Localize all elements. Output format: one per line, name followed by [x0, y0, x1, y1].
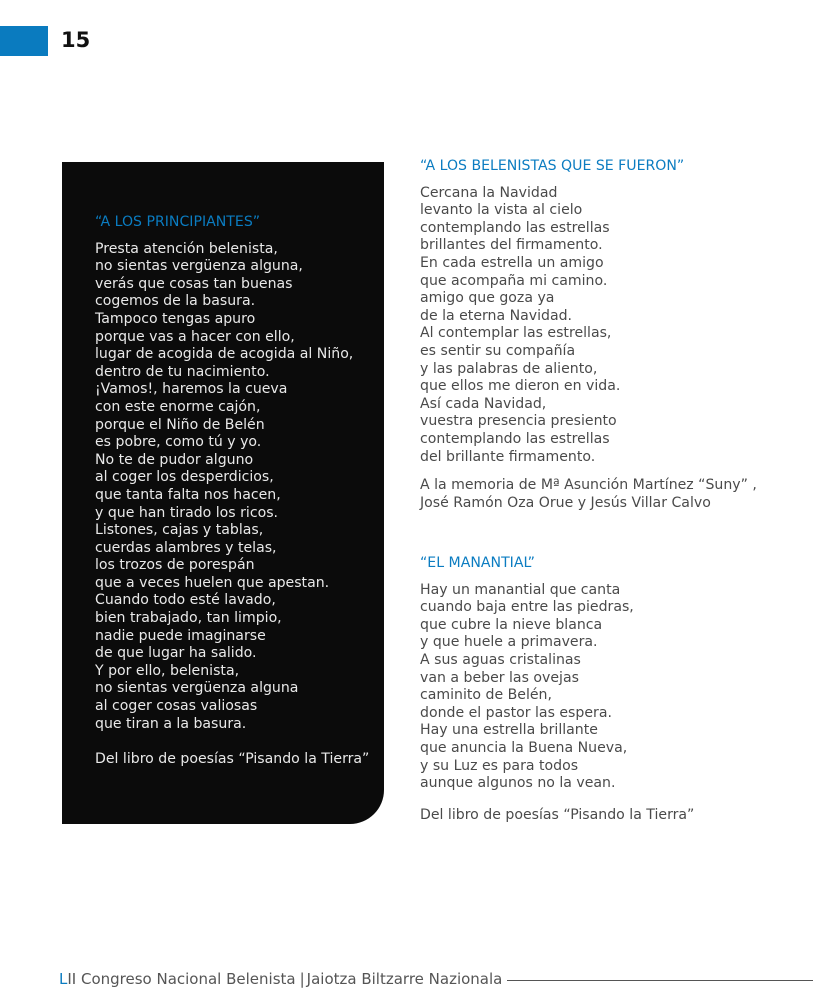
- verse-line: donde el pastor las espera.: [420, 704, 612, 721]
- verse-line: y su Luz es para todos: [420, 757, 579, 774]
- verse-line: ¡Vamos!, haremos la cueva: [95, 381, 288, 398]
- footer-separator: |: [299, 970, 305, 988]
- poem-title: “EL MANANTIAL”: [420, 555, 535, 571]
- verse-line: es sentir su compañía: [420, 342, 576, 359]
- verse-line: Hay un manantial que canta: [420, 581, 621, 598]
- verse-line: contemplando las estrellas: [420, 219, 610, 236]
- poem-belenistas: [420, 158, 757, 512]
- verse-line: nadie puede imaginarse: [95, 627, 266, 644]
- footer-congress-name: II Congreso Nacional Belenista: [67, 970, 296, 988]
- poem-manantial: [420, 555, 694, 824]
- verse-line: Y por ello, belenista,: [95, 662, 240, 679]
- verse-line: del brillante firmamento.: [420, 448, 596, 465]
- verse-line: En cada estrella un amigo: [420, 254, 604, 271]
- verse-line: aunque algunos no la vean.: [420, 775, 616, 792]
- verse-line: no sientas vergüenza alguna: [95, 680, 299, 697]
- verse-line: que tanta falta nos hacen,: [95, 486, 281, 503]
- verse-line: No te de pudor alguno: [95, 451, 254, 468]
- poem-dedication: [420, 477, 757, 512]
- verse-line: que cubre la nieve blanca: [420, 616, 603, 633]
- verse-line: cuando baja entre las piedras,: [420, 599, 634, 616]
- verse-line: Hay una estrella brillante: [420, 722, 598, 739]
- poem-credit: Del libro de poesías “Pisando la Tierra”: [95, 751, 370, 768]
- verse-line: no sientas vergüenza alguna,: [95, 258, 303, 275]
- verse-line: Tampoco tengas apuro: [95, 310, 256, 327]
- verse-line: José Ramón Oza Orue y Jesús Villar Calvo: [420, 494, 711, 511]
- verse-line: bien trabajado, tan limpio,: [95, 610, 282, 627]
- verse-line: Así cada Navidad,: [420, 395, 547, 412]
- verse-line: con este enorme cajón,: [95, 398, 261, 415]
- verse-line: que acompaña mi camino.: [420, 272, 608, 289]
- verse-line: cogemos de la basura.: [95, 293, 256, 310]
- poem-principiantes: [95, 214, 369, 769]
- verse-line: que a veces huelen que apestan.: [95, 574, 330, 591]
- poem-body: [420, 185, 757, 467]
- verse-line: de la eterna Navidad.: [420, 307, 573, 324]
- page-footer: [59, 970, 502, 988]
- verse-line: de que lugar ha salido.: [95, 645, 257, 662]
- verse-line: que ellos me dieron en vida.: [420, 378, 621, 395]
- verse-line: verás que cosas tan buenas: [95, 275, 293, 292]
- verse-line: lugar de acogida de acogida al Niño,: [95, 346, 354, 363]
- verse-line: es pobre, como tú y yo.: [95, 434, 262, 451]
- footer-basque-name: Jaiotza Biltzarre Nazionala: [306, 970, 503, 988]
- footer-initial: L: [59, 970, 68, 988]
- verse-line: caminito de Belén,: [420, 687, 552, 704]
- verse-line: amigo que goza ya: [420, 290, 555, 307]
- verse-line: los trozos de porespán: [95, 557, 255, 574]
- verse-line: cuerdas alambres y telas,: [95, 539, 277, 556]
- verse-line: y que han tirado los ricos.: [95, 504, 279, 521]
- verse-line: al coger cosas valiosas: [95, 698, 258, 715]
- verse-line: dentro de tu nacimiento.: [95, 363, 270, 380]
- poem-title: “A LOS BELENISTAS QUE SE FUERON”: [420, 158, 685, 174]
- verse-line: van a beber las ovejas: [420, 669, 579, 686]
- poem-body: [420, 582, 694, 793]
- verse-line: brillantes del firmamento.: [420, 237, 603, 254]
- poem-title: “A LOS PRINCIPIANTES”: [95, 214, 261, 230]
- verse-line: que tiran a la basura.: [95, 715, 247, 732]
- poem-body: [95, 241, 369, 734]
- verse-line: Cercana la Navidad: [420, 184, 558, 201]
- verse-line: Presta atención belenista,: [95, 240, 278, 257]
- verse-line: y las palabras de aliento,: [420, 360, 598, 377]
- verse-line: Al contemplar las estrellas,: [420, 325, 612, 342]
- poem-credit: Del libro de poesías “Pisando la Tierra”: [420, 806, 695, 823]
- footer-rule: [507, 980, 813, 981]
- verse-line: A sus aguas cristalinas: [420, 651, 581, 668]
- verse-line: A la memoria de Mª Asunción Martínez “Suny” ,: [420, 477, 757, 494]
- verse-line: que anuncia la Buena Nueva,: [420, 739, 628, 756]
- verse-line: levanto la vista al cielo: [420, 202, 583, 219]
- verse-line: porque el Niño de Belén: [95, 416, 265, 433]
- page-tab-marker: [0, 26, 48, 56]
- verse-line: Cuando todo esté lavado,: [95, 592, 276, 609]
- verse-line: vuestra presencia presiento: [420, 413, 617, 430]
- verse-line: contemplando las estrellas: [420, 430, 610, 447]
- verse-line: porque vas a hacer con ello,: [95, 328, 295, 345]
- verse-line: y que huele a primavera.: [420, 634, 598, 651]
- page-number: 15: [61, 28, 91, 52]
- verse-line: Listones, cajas y tablas,: [95, 522, 264, 539]
- verse-line: al coger los desperdicios,: [95, 469, 274, 486]
